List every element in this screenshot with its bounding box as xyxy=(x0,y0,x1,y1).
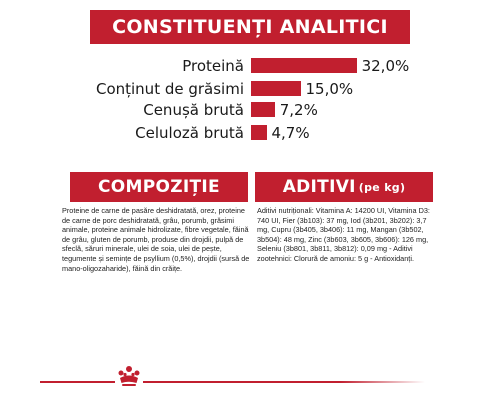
constituent-bar xyxy=(251,102,275,117)
constituent-row-fat xyxy=(0,80,500,98)
additives-title: ADITIVI xyxy=(282,177,356,197)
footer-divider-right xyxy=(143,381,425,383)
constituent-bar xyxy=(251,81,301,96)
additives-text: Aditivi nutriționali: Vitamina A: 14200 UI, Vitamina D3: 740 UI, Fier (3b103): 37 mg, Iod (3b201, 3b202): 3,7 mg, Cupru (3b405, 3b406): 11 mg, Mangan (3b502, 3b504): 48 mg, Zinc (3b603, 3b605, 3b606): 126 mg, Seleniu (3b801, 3b811, 3b812): 0,09 mg - Aditivi zootehnici: Clorură de amoniu: 5 g - Antioxidanți. xyxy=(257,206,430,263)
constituent-bar xyxy=(251,58,357,73)
additives-header xyxy=(255,172,433,202)
constituent-row-ash xyxy=(0,101,500,119)
footer-divider-left xyxy=(40,381,115,383)
constituent-value: 32,0% xyxy=(361,57,410,75)
constituent-label: Celuloză brută xyxy=(135,124,244,142)
crown-icon xyxy=(116,363,142,389)
composition-title: COMPOZIȚIE xyxy=(98,177,220,197)
analytic-constituents-title: CONSTITUENȚI ANALITICI xyxy=(112,16,388,38)
constituent-row-protein xyxy=(0,57,500,75)
constituent-bar xyxy=(251,125,267,140)
constituent-row-fiber xyxy=(0,124,500,142)
constituent-label: Cenușă brută xyxy=(143,101,244,119)
additives-title-suffix: (pe kg) xyxy=(358,180,406,194)
composition-text: Proteine de carne de pasăre deshidratată, orez, proteine de carne de porc deshidratată, grâu, porumb, grăsimi animale, proteine animale hidrolizate, fibre vegetale, făină de grâu, gluten de porumb, produse din drojdii, pulpă de sfeclă, săruri minerale, ulei de soia, ulei de pește, tegumente și semințe de psyllium (0,5%), drojdii (sursă de mano-oligozaharide), făină din crăițe. xyxy=(62,206,250,273)
constituent-label: Proteină xyxy=(182,57,244,75)
constituent-label: Conținut de grăsimi xyxy=(95,80,244,98)
composition-header xyxy=(70,172,248,202)
constituent-value: 7,2% xyxy=(279,101,318,119)
constituent-value: 15,0% xyxy=(305,80,354,98)
constituent-value: 4,7% xyxy=(271,124,310,142)
analytic-constituents-header xyxy=(90,10,410,44)
